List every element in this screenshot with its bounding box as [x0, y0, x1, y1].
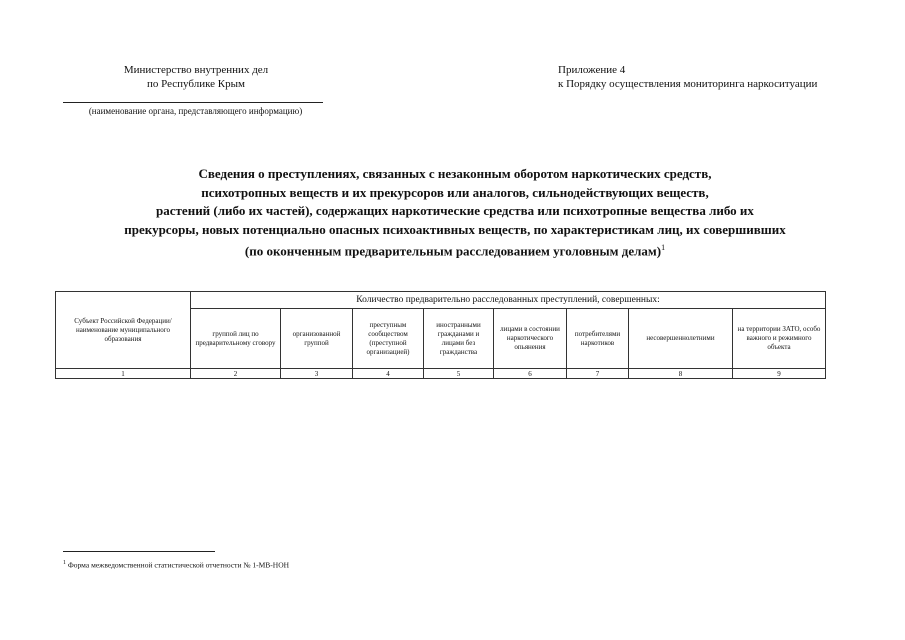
column-numbers-row	[56, 369, 826, 379]
footnote-rule	[63, 551, 215, 552]
col-number: 3	[281, 369, 353, 379]
footnote-text: Форма межведомственной статистической отчетности № 1-МВ-НОН	[67, 560, 290, 570]
col-number: 2	[191, 369, 281, 379]
org-caption: (наименование органа, представляющего информацию)	[88, 106, 303, 116]
col-number: 9	[733, 369, 826, 379]
group-header: Количество предварительно расследованных преступлений, совершенных:	[191, 292, 826, 309]
col-header-intoxicated: лицами в состоянии наркотического опьянения	[494, 309, 567, 369]
col-number: 1	[56, 369, 191, 379]
col-number: 8	[629, 369, 733, 379]
title-line-5-text: (по оконченным предварительным расследованием уголовным делам)	[244, 243, 662, 259]
col-number: 4	[353, 369, 424, 379]
title-line-1: Сведения о преступлениях, связанных с незаконным оборотом наркотических средств,	[198, 166, 712, 181]
title-footnote-mark: 1	[661, 243, 666, 252]
subject-header: Субъект Российской Федерации/ наименование муниципального образования	[56, 292, 191, 369]
document-title	[60, 165, 850, 261]
title-line-5	[60, 239, 850, 261]
appendix-number: Приложение 4	[558, 64, 626, 76]
crime-stats-table	[55, 291, 826, 379]
appendix-reference: к Порядку осуществления мониторинга наркоситуации	[558, 78, 818, 90]
ministry-region: по Республике Крым	[147, 78, 245, 90]
ministry-header	[60, 63, 332, 91]
col-number: 5	[424, 369, 494, 379]
col-header-organized-group: организованной группой	[281, 309, 353, 369]
col-header-zato: на территории ЗАТО, особо важного и режимного объекта	[733, 309, 826, 369]
title-line-2: психотропных веществ и их прекурсоров или аналогов, сильнодействующих веществ,	[201, 184, 709, 200]
col-header-minors: несовершеннолетними	[629, 309, 733, 369]
col-number: 7	[567, 369, 629, 379]
footnote	[63, 560, 563, 570]
title-line-4: прекурсоры, новых потенциально опасных психоактивных веществ, по характеристикам лиц, их совершивших	[124, 221, 786, 237]
footnote-mark: 1	[63, 560, 66, 566]
appendix-header	[558, 63, 888, 91]
col-header-drug-users: потребителями наркотиков	[567, 309, 629, 369]
table-header-row	[56, 292, 826, 309]
col-number: 6	[494, 369, 567, 379]
col-header-criminal-community: преступным сообществом (преступной организацией)	[353, 309, 424, 369]
title-line-3: растений (либо их частей), содержащих наркотические средства или психотропные вещества либо их	[156, 203, 754, 218]
ministry-name: Министерство внутренних дел	[123, 64, 269, 76]
col-header-foreigners: иностранными гражданами и лицами без гражданства	[424, 309, 494, 369]
col-header-group-conspiracy: группой лиц по предварительному сговору	[191, 309, 281, 369]
org-name-rule	[63, 102, 323, 103]
